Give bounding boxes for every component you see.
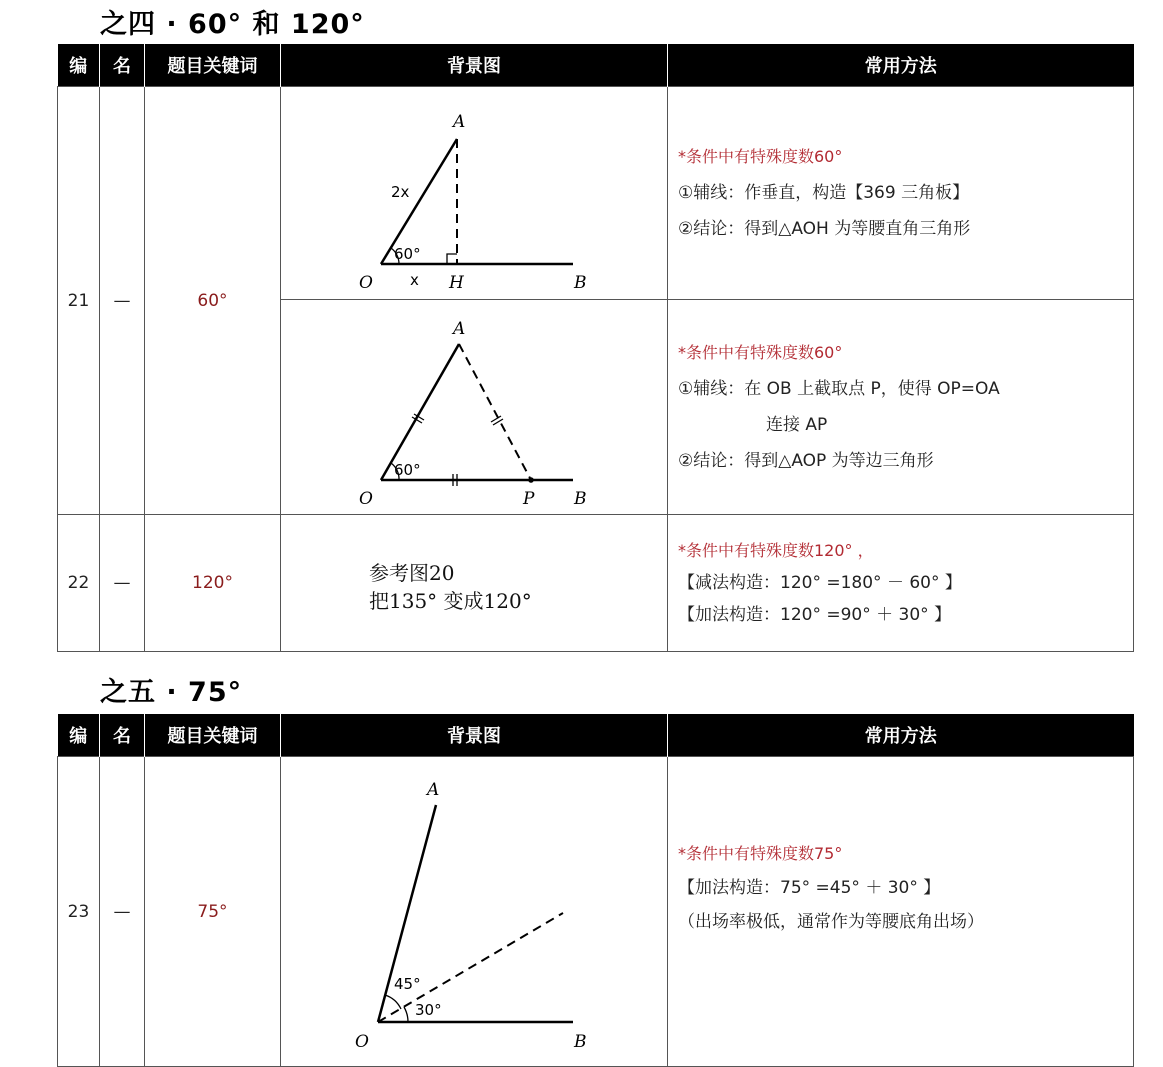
figure-cell-21b [281,300,668,515]
section-title-4: 之四 · 60° 和 120° [100,9,365,40]
right-angle-mark [447,254,457,264]
header-keyword: 题目关键词 [145,44,281,87]
header-num: 编 [58,714,100,757]
row-name: — [100,757,145,1067]
label-b: B [574,489,587,509]
row-num: 21 [58,87,100,515]
figure-cell-22 [281,515,668,652]
label-a: A [453,112,466,132]
table-row [58,515,1134,652]
label-angle-60: 60° [394,461,421,479]
header-keyword: 题目关键词 [145,714,281,757]
label-h: H [449,273,464,293]
header-method: 常用方法 [668,44,1134,87]
angle-arc-30 [404,1007,408,1022]
header-figure: 背景图 [281,714,668,757]
table-section-5 [57,714,1134,1067]
label-base-x: x [410,271,419,289]
header-num: 编 [58,44,100,87]
header-name: 名 [100,714,145,757]
equal-tick-marks [412,414,503,486]
header-figure: 背景图 [281,44,668,87]
method-auxiliary-line-cont: 连接 AP [766,415,828,435]
figure-reference-text [369,559,532,615]
point-p [528,477,534,483]
method-cell-23 [668,757,1134,1067]
method-auxiliary-line: ①辅线：作垂直，构造【369 三角板】 [678,183,970,203]
method-subtraction: 【减法构造：120° =180° － 60° 】 [678,573,962,593]
table-row [58,757,1134,1067]
figure-right-triangle [281,87,667,299]
table-header-row [58,714,1134,757]
label-angle-60: 60° [394,245,421,263]
label-angle-30: 30° [415,1001,442,1019]
method-condition: *条件中有特殊度数120° ， [678,541,874,560]
method-condition: *条件中有特殊度数60° [678,147,843,166]
figure-cell-23 [281,757,668,1067]
label-p: P [523,489,535,509]
method-cell-21a [668,87,1134,300]
label-a: A [453,319,466,339]
ray-dashed [378,913,563,1022]
angle-arc-45 [385,995,401,1009]
row-keyword: 120° [145,515,281,652]
method-conclusion: ②结论：得到△AOP 为等边三角形 [678,451,934,471]
row-name: — [100,515,145,652]
row-keyword: 75° [145,757,281,1067]
segment-oa [381,344,459,480]
method-addition: 【加法构造：75° =45° ＋ 30° 】 [678,877,941,898]
header-name: 名 [100,44,145,87]
figure-cell-21a [281,87,668,300]
label-angle-45: 45° [394,975,421,993]
label-o: O [359,273,373,293]
figure-reference-line-2: 把135° 变成120° [369,589,532,613]
method-cell-22 [668,515,1134,652]
label-b: B [574,1032,587,1052]
figure-75-angle [281,757,667,1066]
method-conclusion: ②结论：得到△AOH 为等腰直角三角形 [678,219,971,239]
label-b: B [574,273,587,293]
row-num: 23 [58,757,100,1067]
method-note: （出场率极低，通常作为等腰底角出场） [678,911,984,932]
row-name: — [100,87,145,515]
method-condition: *条件中有特殊度数75° [678,843,843,863]
method-condition: *条件中有特殊度数60° [678,343,843,362]
header-method: 常用方法 [668,714,1134,757]
label-o: O [355,1032,369,1052]
figure-equilateral-triangle [281,300,667,514]
segment-ap-dashed [459,344,531,480]
method-auxiliary-line: ①辅线：在 OB 上截取点 P，使得 OP=OA [678,379,1000,399]
label-o: O [359,489,373,509]
label-a: A [427,780,440,800]
row-num: 22 [58,515,100,652]
table-section-4 [57,44,1134,652]
figure-reference-line-1: 参考图20 [369,561,455,585]
row-keyword: 60° [145,87,281,515]
table-row [58,87,1134,300]
method-cell-21b [668,300,1134,515]
label-side-2x: 2x [391,183,410,201]
section-title-5: 之五 · 75° [100,677,243,708]
method-addition: 【加法构造：120° =90° ＋ 30° 】 [678,605,952,625]
table-header-row [58,44,1134,87]
